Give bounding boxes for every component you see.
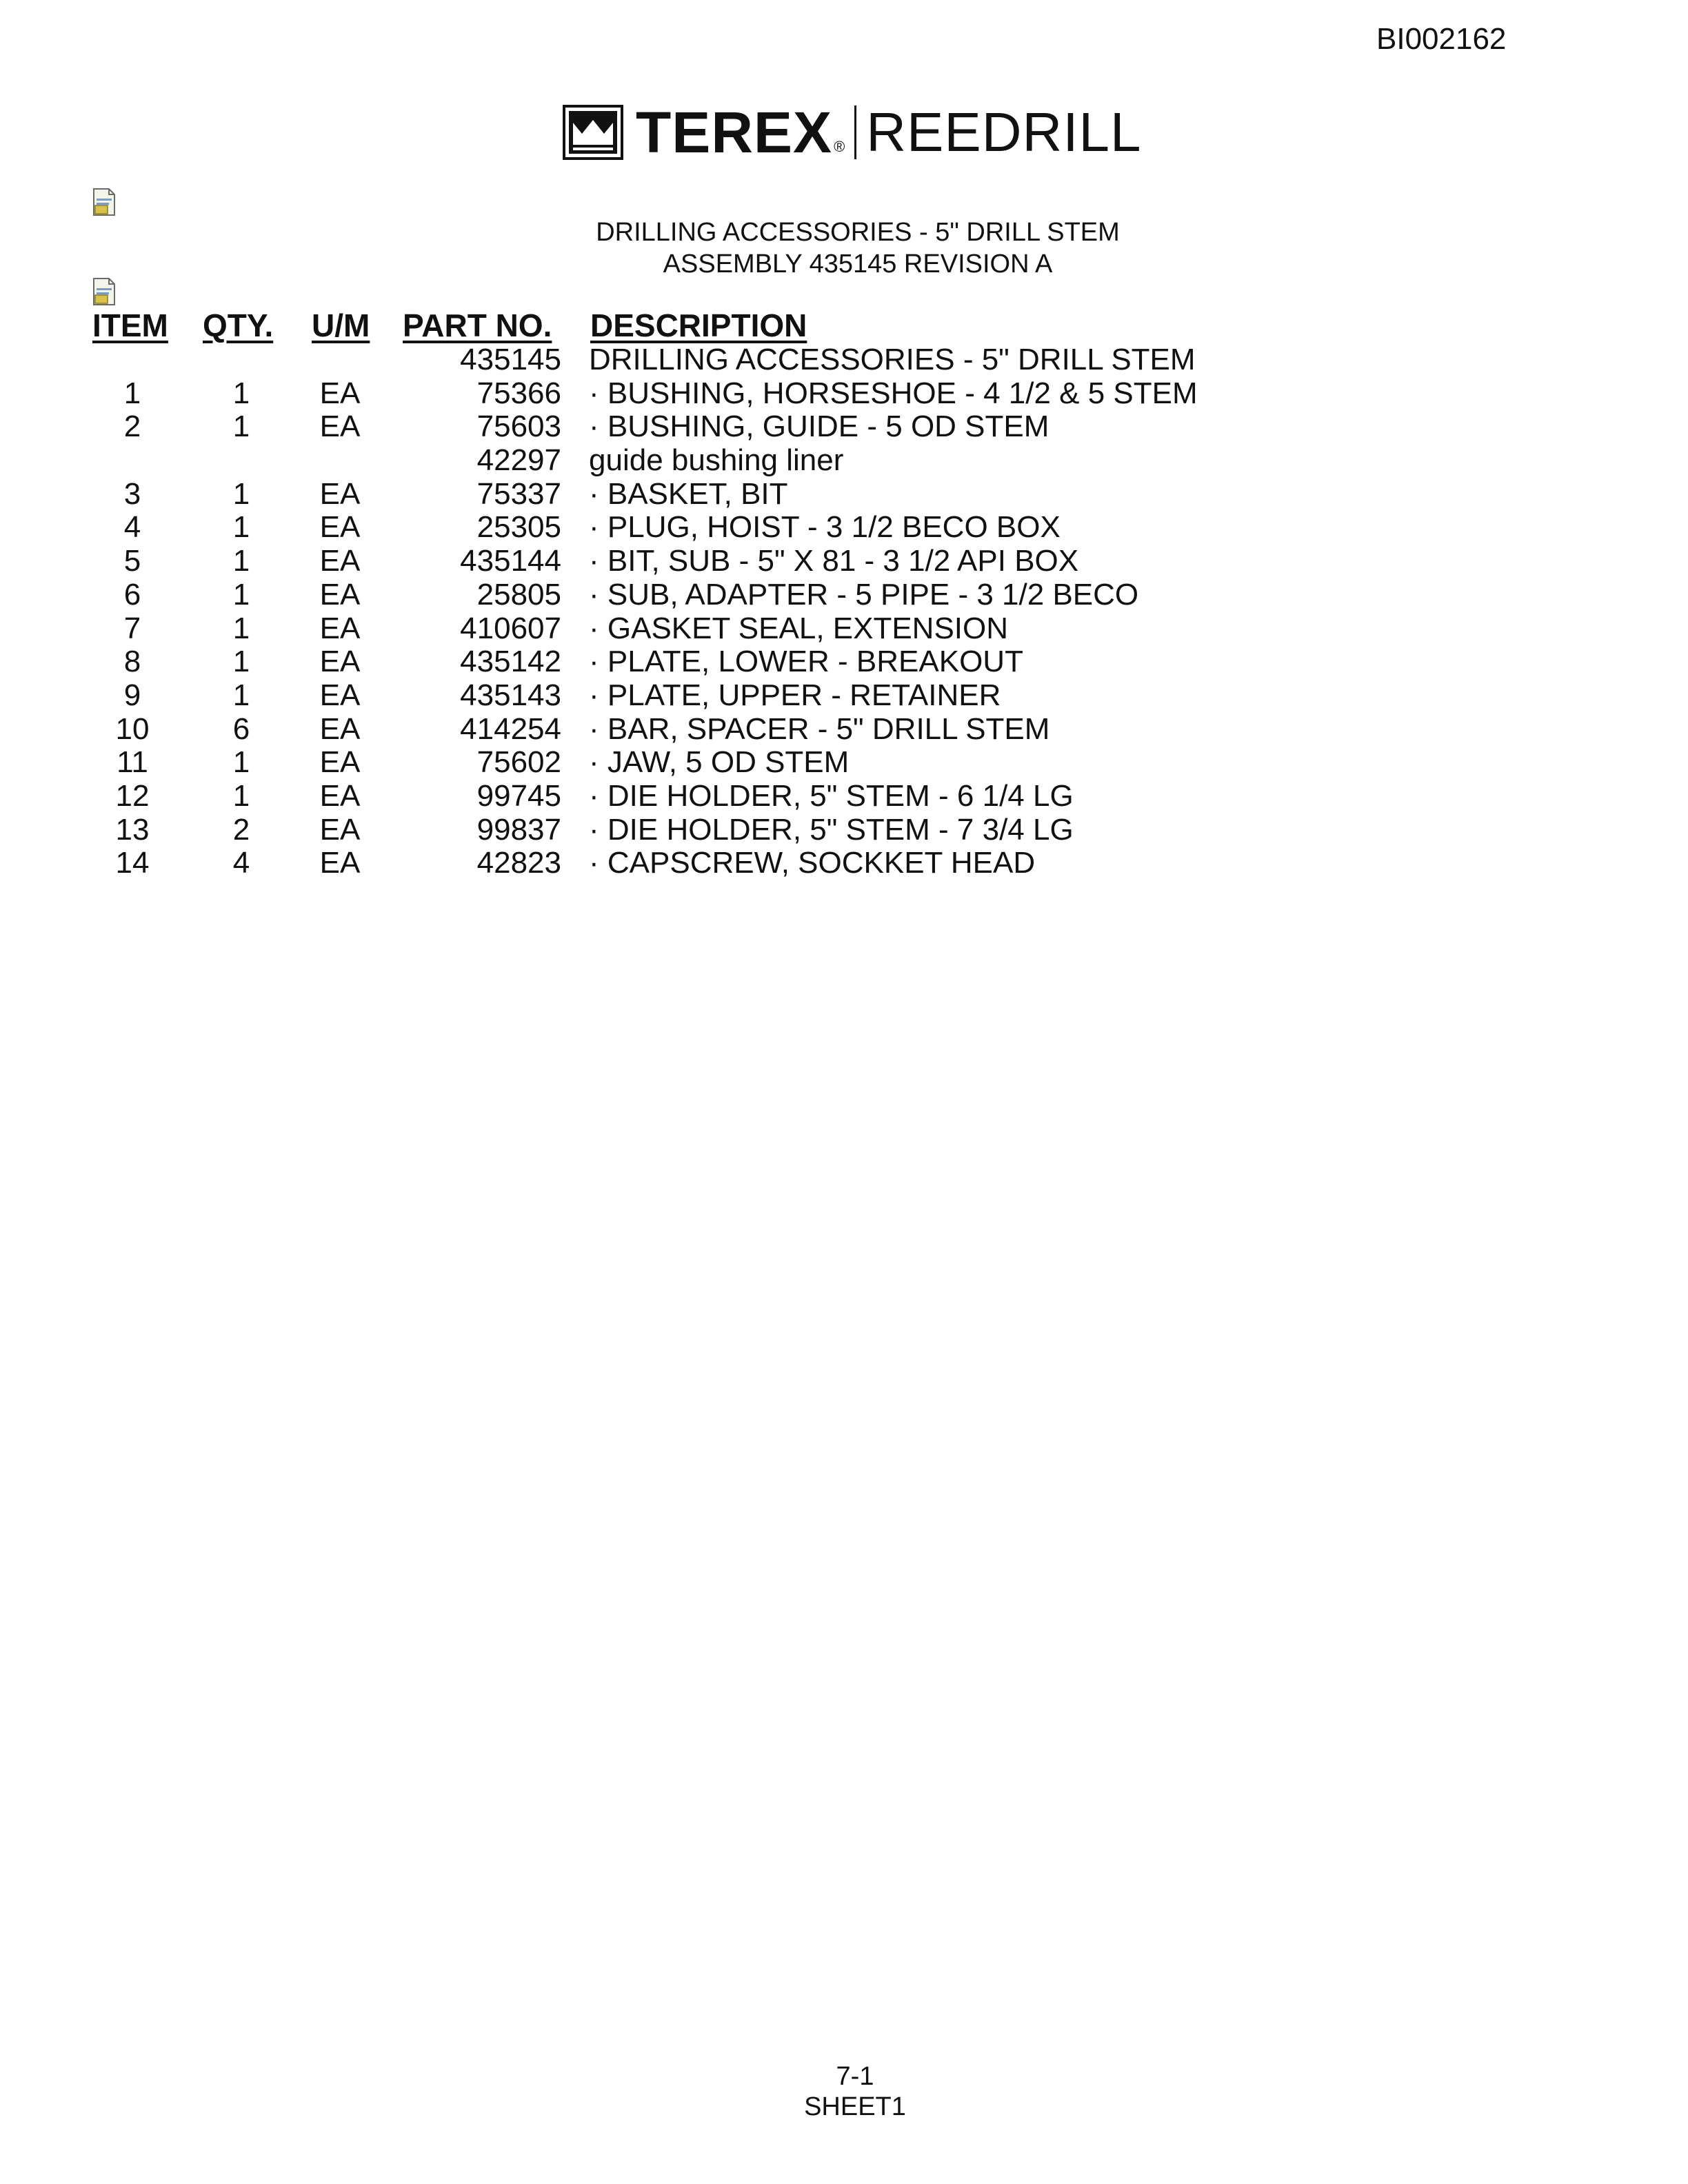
part-description: DRILLING ACCESSORIES - 5" DRILL STEM bbox=[589, 343, 1196, 376]
quantity: 1 bbox=[232, 611, 250, 645]
part-description: · DIE HOLDER, 5" STEM - 7 3/4 LG bbox=[589, 812, 1074, 847]
item-number: 5 bbox=[123, 544, 141, 578]
item-number: 11 bbox=[117, 745, 148, 780]
part-description: · JAW, 5 OD STEM bbox=[589, 745, 850, 780]
table-row bbox=[0, 444, 1688, 478]
table-row bbox=[0, 679, 1688, 713]
part-number: 75603 bbox=[476, 410, 561, 444]
part-number: 435143 bbox=[460, 678, 561, 712]
table-row bbox=[0, 478, 1688, 512]
unit-of-measure: EA bbox=[319, 577, 361, 611]
parts-table bbox=[0, 343, 1688, 880]
item-number: 10 bbox=[115, 711, 150, 746]
part-description: · BASKET, BIT bbox=[589, 476, 788, 511]
part-number: 75337 bbox=[476, 476, 561, 511]
part-description: · CAPSCREW, SOCKKET HEAD bbox=[589, 846, 1036, 880]
quantity: 1 bbox=[232, 745, 250, 780]
quantity: 1 bbox=[232, 510, 250, 545]
item-number: 9 bbox=[123, 678, 141, 712]
part-number: 75366 bbox=[476, 376, 561, 410]
unit-of-measure: EA bbox=[319, 711, 361, 746]
item-number: 7 bbox=[123, 611, 141, 645]
item-number: 8 bbox=[123, 645, 141, 679]
item-number: 2 bbox=[123, 410, 141, 444]
part-description: · BIT, SUB - 5" X 81 - 3 1/2 API BOX bbox=[589, 544, 1079, 578]
part-number: 75602 bbox=[476, 745, 561, 780]
table-row bbox=[0, 645, 1688, 679]
part-description: · PLUG, HOIST - 3 1/2 BECO BOX bbox=[589, 510, 1061, 545]
column-header-item: ITEM bbox=[92, 307, 168, 343]
document-title bbox=[0, 216, 1688, 280]
terex-crown-emblem-icon bbox=[563, 105, 623, 160]
unit-of-measure: EA bbox=[319, 410, 361, 444]
unit-of-measure: EA bbox=[319, 611, 361, 645]
part-number: 435142 bbox=[460, 645, 561, 679]
quantity: 1 bbox=[232, 678, 250, 712]
quantity: 1 bbox=[232, 544, 250, 578]
item-number: 14 bbox=[115, 846, 150, 880]
quantity: 1 bbox=[232, 376, 250, 410]
quantity: 4 bbox=[232, 846, 250, 880]
unit-of-measure: EA bbox=[319, 476, 361, 511]
part-description: · BAR, SPACER - 5" DRILL STEM bbox=[589, 711, 1050, 746]
unit-of-measure: EA bbox=[319, 510, 361, 545]
part-number: 99745 bbox=[476, 778, 561, 813]
unit-of-measure: EA bbox=[319, 745, 361, 780]
table-row bbox=[0, 377, 1688, 411]
table-row bbox=[0, 813, 1688, 847]
table-row bbox=[0, 780, 1688, 813]
unit-of-measure: EA bbox=[319, 812, 361, 847]
unit-of-measure: EA bbox=[319, 778, 361, 813]
table-row bbox=[0, 847, 1688, 880]
part-description: · PLATE, UPPER - RETAINER bbox=[589, 678, 1001, 712]
item-number: 6 bbox=[123, 577, 141, 611]
column-header-description: DESCRIPTION bbox=[590, 307, 807, 343]
part-description: · GASKET SEAL, EXTENSION bbox=[589, 611, 1009, 645]
part-number: 42823 bbox=[476, 846, 561, 880]
part-number: 435145 bbox=[460, 343, 561, 376]
item-number: 13 bbox=[115, 812, 150, 847]
unit-of-measure: EA bbox=[319, 645, 361, 679]
registered-mark: ® bbox=[834, 138, 845, 155]
table-row bbox=[0, 511, 1688, 545]
part-number: 25305 bbox=[476, 510, 561, 545]
quantity: 6 bbox=[232, 711, 250, 746]
item-number: 3 bbox=[123, 476, 141, 511]
table-row bbox=[0, 746, 1688, 780]
logo-divider bbox=[854, 105, 856, 159]
table-row bbox=[0, 343, 1688, 377]
quantity: 1 bbox=[232, 577, 250, 611]
title-line-1: DRILLING ACCESSORIES - 5" DRILL STEM bbox=[596, 218, 1120, 247]
quantity: 1 bbox=[232, 476, 250, 511]
page-number: 7-1 bbox=[836, 2062, 874, 2091]
brand-division: REEDRILL bbox=[866, 101, 1142, 163]
table-row bbox=[0, 410, 1688, 444]
unit-of-measure: EA bbox=[319, 678, 361, 712]
part-number: 410607 bbox=[460, 611, 561, 645]
part-number: 414254 bbox=[460, 711, 561, 746]
part-number: 42297 bbox=[476, 443, 561, 478]
title-line-2: ASSEMBLY 435145 REVISION A bbox=[663, 250, 1053, 279]
document-id: BI002162 bbox=[1376, 22, 1507, 56]
quantity: 2 bbox=[232, 812, 250, 847]
unit-of-measure: EA bbox=[319, 544, 361, 578]
table-row bbox=[0, 612, 1688, 646]
item-number: 4 bbox=[123, 510, 141, 545]
sheet-name: SHEET1 bbox=[804, 2092, 906, 2121]
part-description: · BUSHING, HORSESHOE - 4 1/2 & 5 STEM bbox=[589, 376, 1198, 410]
item-number: 12 bbox=[115, 778, 150, 813]
table-row bbox=[0, 545, 1688, 578]
embedded-file-icon[interactable] bbox=[91, 277, 117, 306]
item-number: 1 bbox=[123, 376, 141, 410]
terex-reedrill-logo bbox=[563, 100, 1142, 165]
quantity: 1 bbox=[232, 410, 250, 444]
part-description: guide bushing liner bbox=[589, 443, 844, 478]
unit-of-measure: EA bbox=[319, 846, 361, 880]
embedded-file-icon[interactable] bbox=[91, 188, 117, 216]
table-row bbox=[0, 713, 1688, 747]
table-row bbox=[0, 578, 1688, 612]
brand-name: TEREX bbox=[636, 100, 833, 165]
part-number: 435144 bbox=[460, 544, 561, 578]
page-footer bbox=[0, 2061, 1688, 2122]
quantity: 1 bbox=[232, 645, 250, 679]
part-description: · SUB, ADAPTER - 5 PIPE - 3 1/2 BECO bbox=[589, 577, 1139, 611]
part-number: 99837 bbox=[476, 812, 561, 847]
part-number: 25805 bbox=[476, 577, 561, 611]
quantity: 1 bbox=[232, 778, 250, 813]
column-header-part-no: PART NO. bbox=[403, 307, 552, 343]
part-description: · BUSHING, GUIDE - 5 OD STEM bbox=[589, 410, 1049, 444]
part-description: · PLATE, LOWER - BREAKOUT bbox=[589, 645, 1023, 679]
part-description: · DIE HOLDER, 5" STEM - 6 1/4 LG bbox=[589, 778, 1074, 813]
column-header-um: U/M bbox=[312, 307, 370, 343]
column-header-qty: QTY. bbox=[203, 307, 274, 343]
unit-of-measure: EA bbox=[319, 376, 361, 410]
